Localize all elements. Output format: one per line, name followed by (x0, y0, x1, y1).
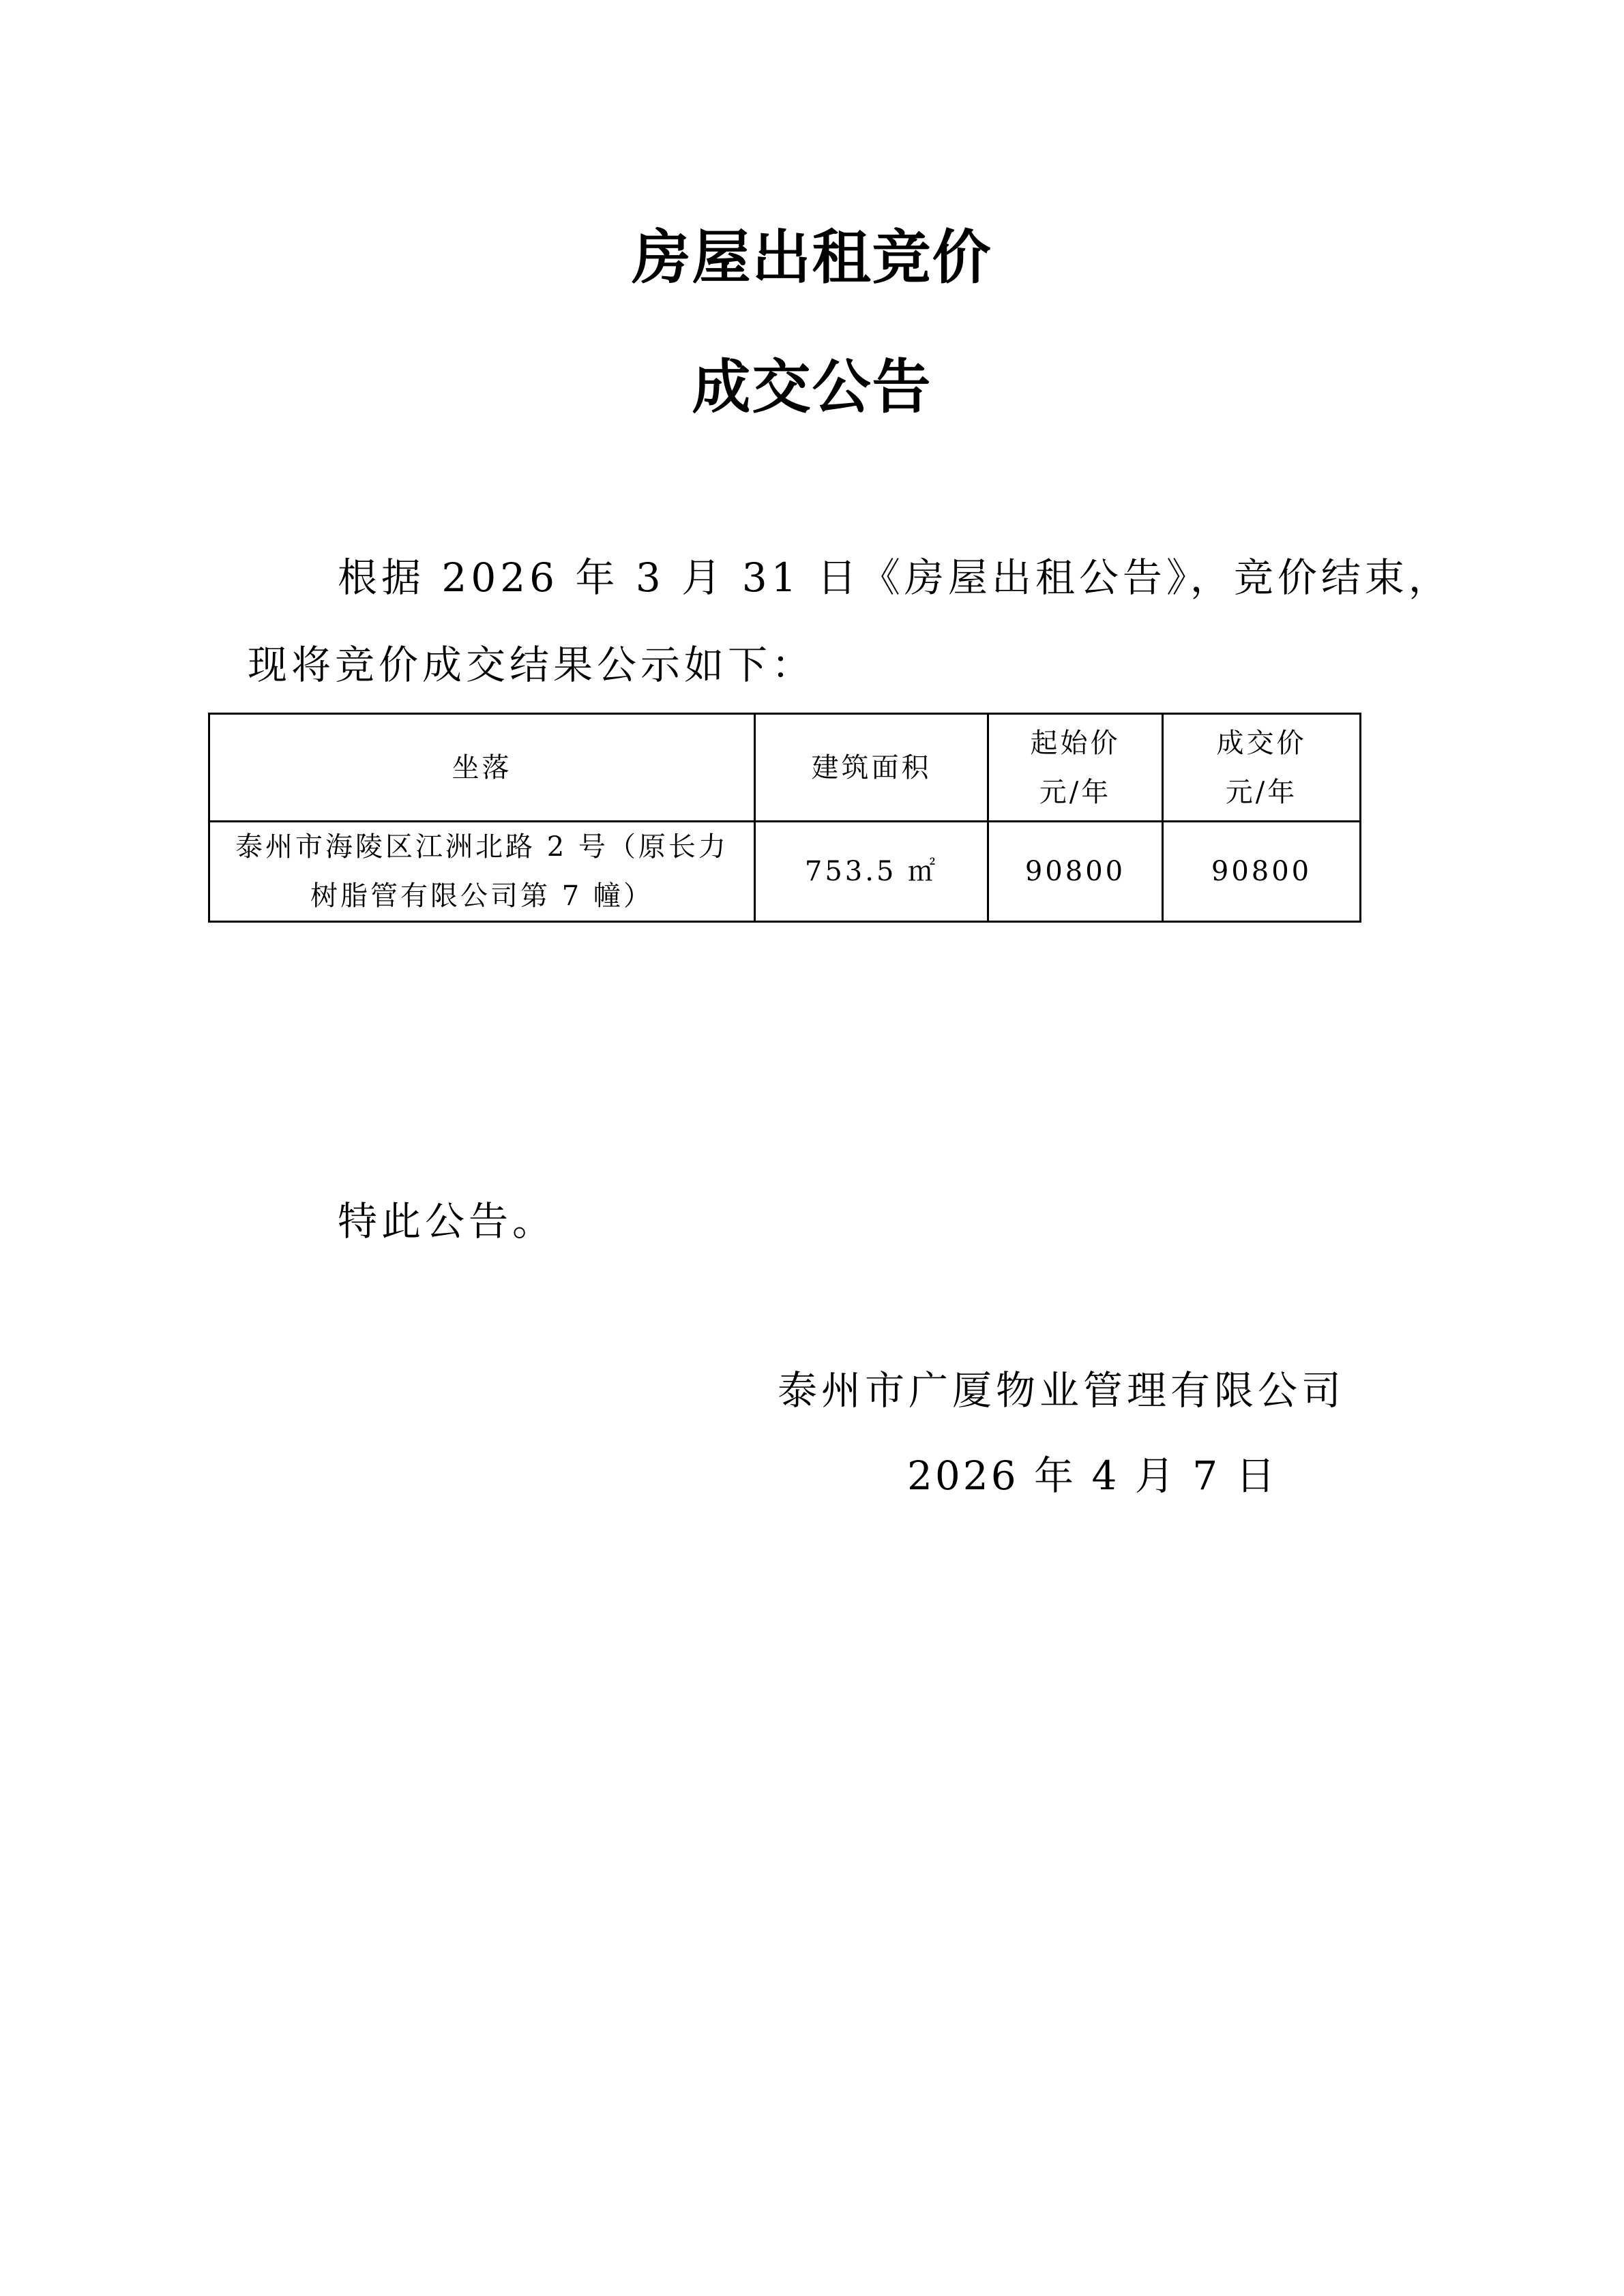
issue-date: 2026 年 4 月 7 日 (907, 1452, 1278, 1499)
header-location: 坐落 (209, 714, 755, 822)
cell-area: 753.5 ㎡ (755, 822, 988, 922)
table-header-row (209, 714, 1361, 822)
cell-start-price: 90800 (988, 822, 1163, 922)
header-area: 建筑面积 (755, 714, 988, 822)
intro-paragraph-line-2: 现将竞价成交结果公示如下： (248, 642, 816, 688)
header-start-price: 起始价 元/年 (988, 714, 1163, 822)
document-title: 房屋出租竞价 (632, 224, 992, 292)
result-table (208, 713, 1361, 923)
table-row (209, 822, 1361, 922)
document-subtitle: 成交公告 (692, 353, 932, 421)
issuer-signature: 泰州市广厦物业管理有限公司 (778, 1367, 1346, 1414)
cell-deal-price: 90800 (1163, 822, 1361, 922)
intro-paragraph-line-1: 根据 2026 年 3 月 31 日《房屋出租公告》，竞价结束， (338, 554, 1452, 601)
header-deal-price: 成交价 元/年 (1163, 714, 1361, 822)
closing-statement: 特此公告。 (338, 1198, 557, 1244)
cell-location: 泰州市海陵区江洲北路 2 号（原长力 树脂管有限公司第 7 幢） (209, 822, 755, 922)
